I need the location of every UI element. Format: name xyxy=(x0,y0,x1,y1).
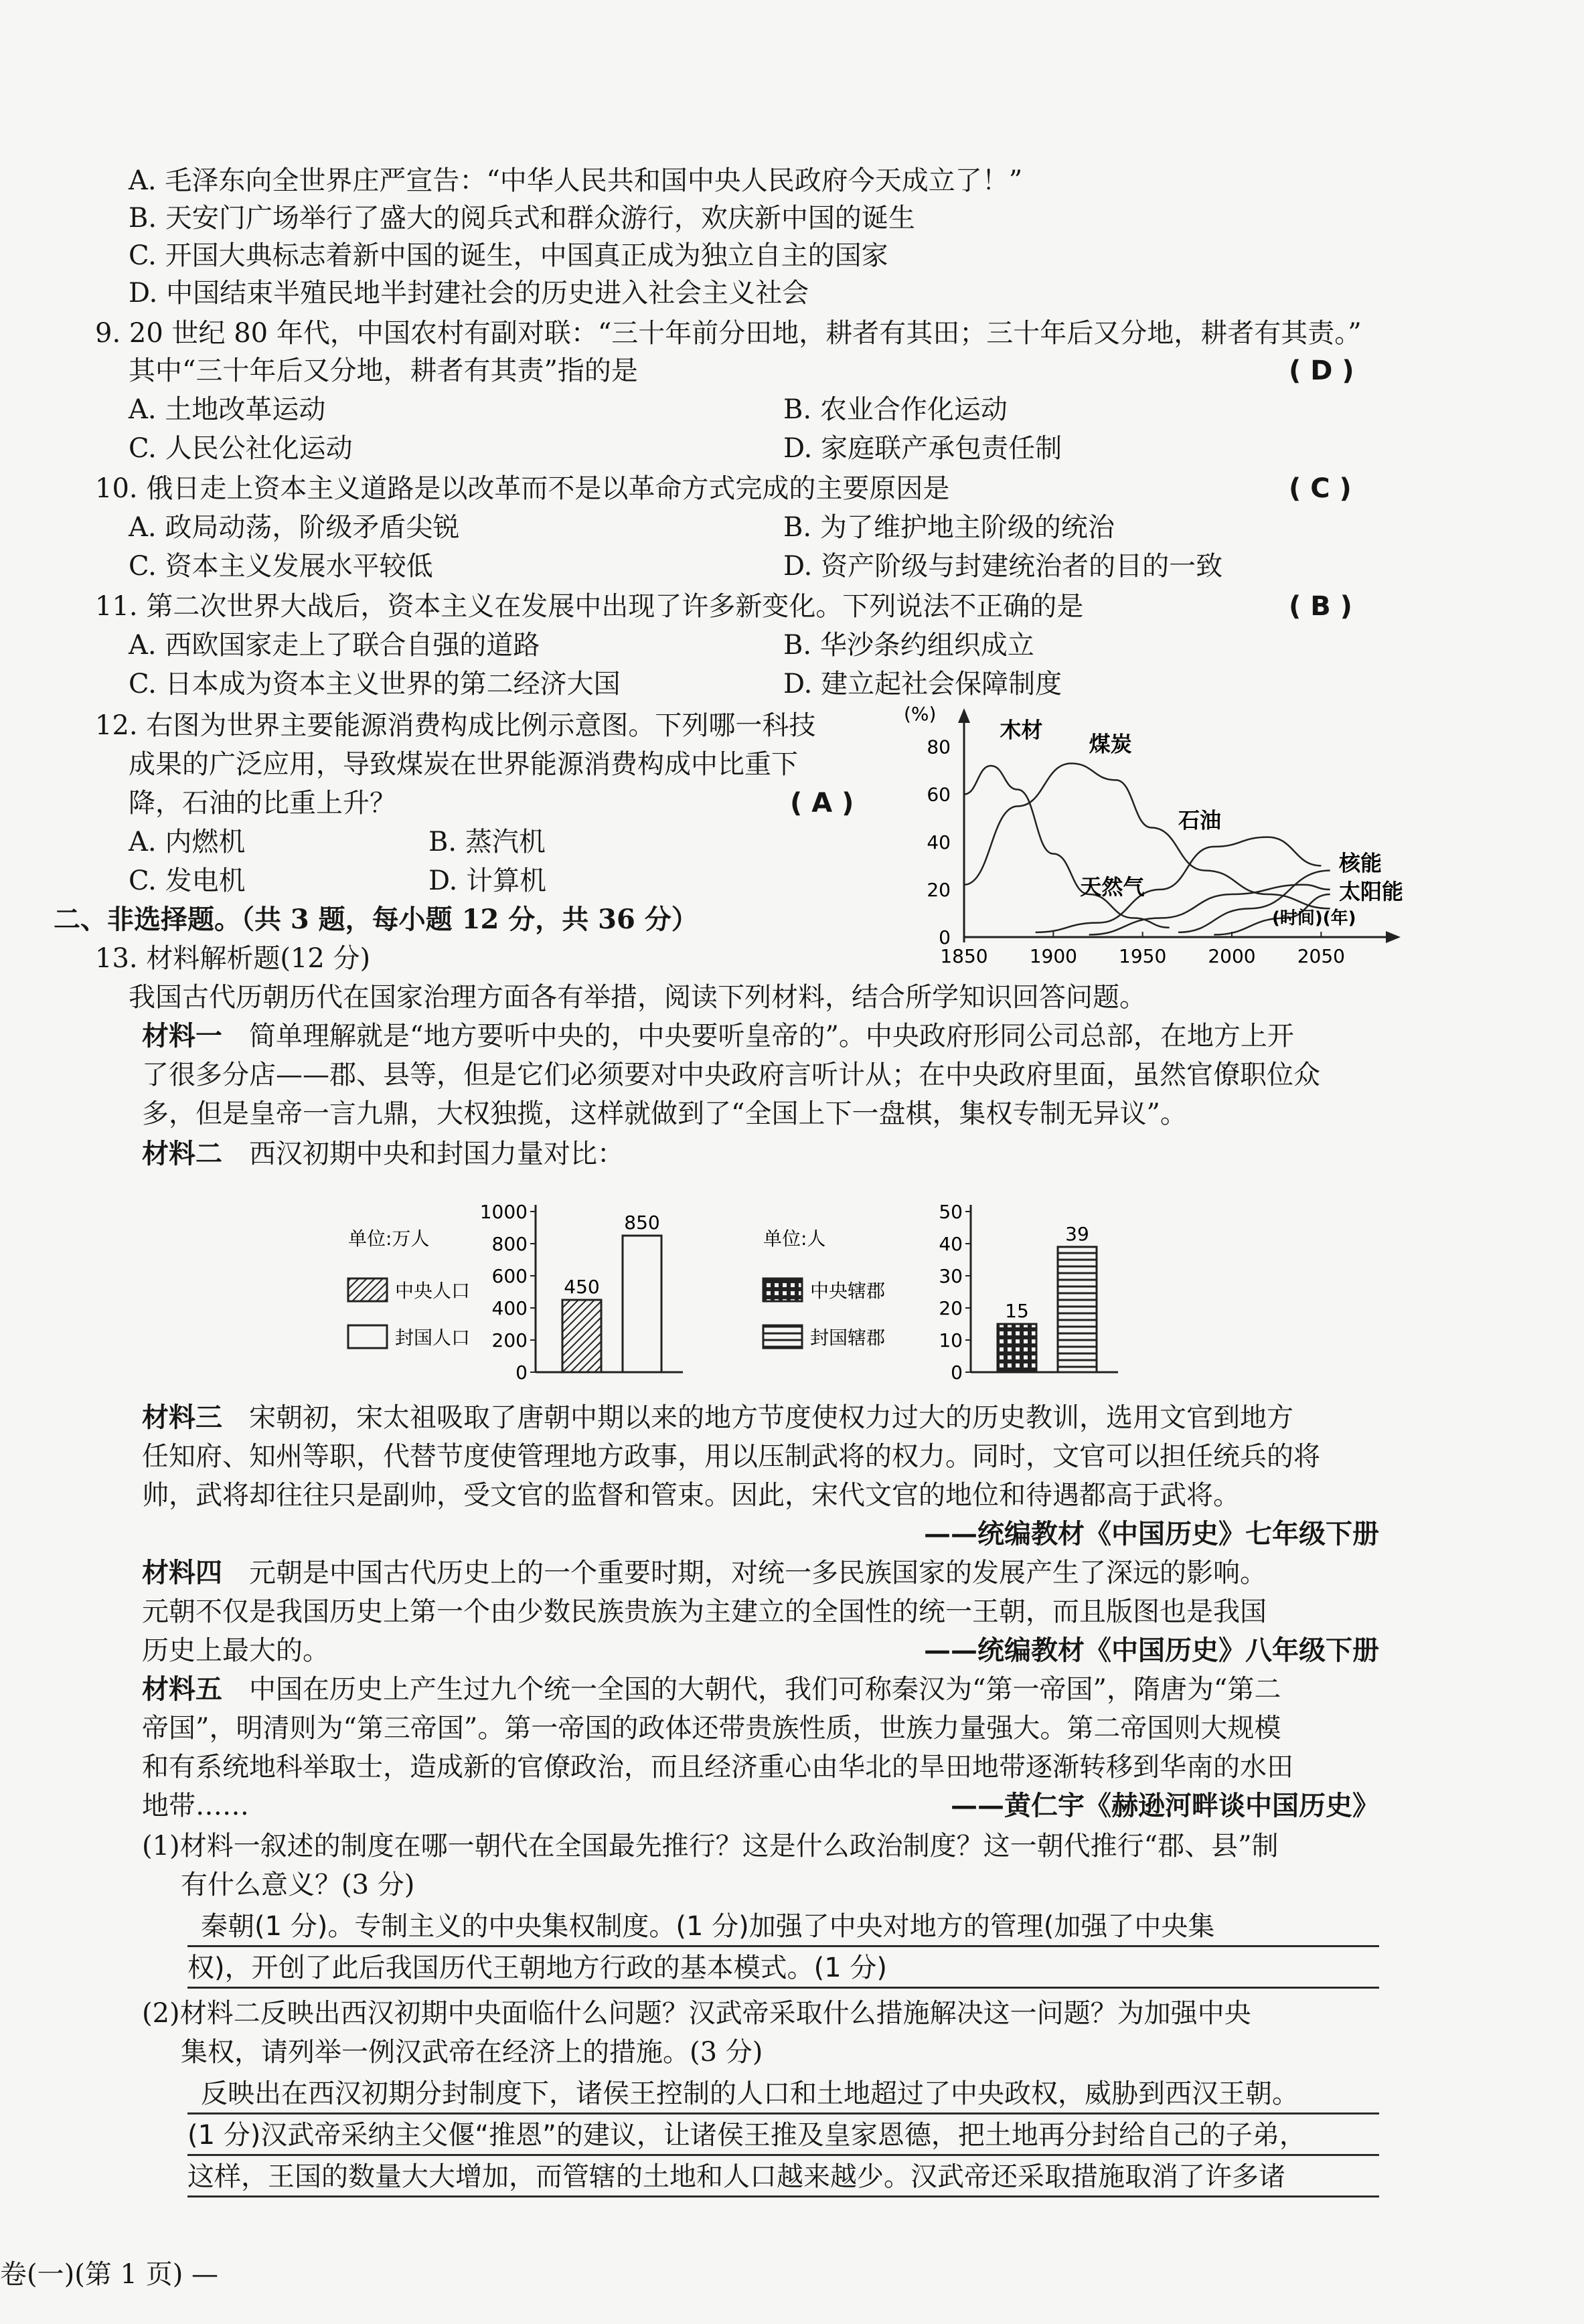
q12-option-c: C. 发电机 xyxy=(129,865,246,896)
sub-question-1-line1: (1)材料一叙述的制度在哪一朝代在全国最先推行？这是什么政治制度？这一朝代推行“郡、县”制 xyxy=(142,1831,1279,1861)
material-5-line1: 中国在历史上产生过九个统一全国的大朝代，我们可称秦汉为“第一帝国”，隋唐为“第二 xyxy=(249,1674,1281,1705)
material-5-source: ——黄仁宇《赫逊河畔谈中国历史》 xyxy=(951,1790,1379,1821)
q10-answer: ( C ) xyxy=(1289,473,1352,504)
y-tick-label: 0 xyxy=(951,1361,963,1384)
q10-option-d: D. 资产阶级与封建统治者的目的一致 xyxy=(783,551,1223,582)
q8-option-a: A. 毛泽东向全世界庄严宣告：“中华人民共和国中央人民政府今天成立了！” xyxy=(129,165,1023,196)
q13-intro: 我国古代历朝历代在国家治理方面各有举措，阅读下列材料，结合所学知识回答问题。 xyxy=(129,982,1146,1013)
material-3-text-line1 xyxy=(142,1399,1293,1436)
bar-中央辖郡 xyxy=(998,1324,1036,1372)
q11-answer: ( B ) xyxy=(1289,591,1352,622)
material-1-label: 材料一 xyxy=(142,1020,222,1052)
q11-option-d: D. 建立起社会保障制度 xyxy=(783,669,1062,699)
legend-label-中央人口: 中央人口 xyxy=(395,1280,471,1302)
material-5-text-line1 xyxy=(142,1671,1281,1708)
x-tick-label: 1850 xyxy=(940,945,988,967)
y-tick-label: 20 xyxy=(927,878,951,901)
q12-stem-line1: 12. 右图为世界主要能源消费构成比例示意图。下列哪一科技 xyxy=(95,710,816,741)
q9-answer: ( D ) xyxy=(1289,355,1354,386)
y-tick-label: 60 xyxy=(927,783,951,806)
material-5-line3: 和有系统地科举取士，造成新的官僚政治，而且经济重心由华北的旱田地带逐渐转移到华南的水田 xyxy=(142,1752,1293,1782)
q12-option-b: B. 蒸汽机 xyxy=(428,827,546,857)
q9-stem-line2: 其中“三十年后又分地，耕者有其责”指的是 xyxy=(129,355,638,386)
sub-question-2-answer-line2: (1 分)汉武帝采纳主父偃“推恩”的建议，让诸侯王推及皇家恩德，把土地再分封给自己的子弟， xyxy=(187,2120,1306,2151)
material-2-text: 西汉初期中央和封国力量对比： xyxy=(249,1139,624,1169)
legend-swatch-封国人口 xyxy=(348,1325,387,1348)
bar-封国辖郡 xyxy=(1058,1247,1097,1372)
y-tick-label: 40 xyxy=(927,831,951,853)
y-tick-label: 600 xyxy=(491,1265,528,1287)
y-tick-label: 20 xyxy=(939,1297,963,1319)
chart-unit: 单位:万人 xyxy=(348,1228,430,1250)
legend-label-封国人口: 封国人口 xyxy=(395,1327,471,1349)
answer-underline xyxy=(187,1987,1379,1989)
series-label-石油: 石油 xyxy=(1178,807,1222,833)
answer-underline xyxy=(187,2112,1379,2114)
q12-stem-line2: 成果的广泛应用，导致煤炭在世界能源消费构成中比重下 xyxy=(129,749,798,780)
bar-value-label: 39 xyxy=(1065,1222,1089,1245)
series-label-木材: 木材 xyxy=(1000,717,1043,743)
q12-option-a: A. 内燃机 xyxy=(129,827,246,857)
sub-question-1-line2: 有什么意义？(3 分) xyxy=(181,1870,415,1900)
bar-value-label: 850 xyxy=(624,1212,660,1234)
q10-option-c: C. 资本主义发展水平较低 xyxy=(129,551,433,582)
sub-question-2-answer-line3: 这样，王国的数量大大增加，而管辖的土地和人口越来越少。汉武帝还采取措施取消了许多诸 xyxy=(187,2161,1285,2192)
legend-swatch-中央人口 xyxy=(348,1278,387,1301)
material-1-line2: 了很多分店——郡、县等，但是它们必须要对中央政府言听计从；在中央政府里面，虽然官僚职位众 xyxy=(142,1060,1320,1090)
y-tick-label: 400 xyxy=(491,1297,528,1319)
q10-stem: 10. 俄日走上资本主义道路是以改革而不是以革命方式完成的主要原因是 xyxy=(95,473,950,504)
material-3-source: ——统编教材《中国历史》七年级下册 xyxy=(924,1518,1379,1550)
material-2-heading xyxy=(142,1135,624,1173)
x-axis-label: (时间)(年) xyxy=(1272,908,1356,928)
q9-option-a: A. 土地改革运动 xyxy=(129,394,326,425)
q9-option-d: D. 家庭联产承包责任制 xyxy=(783,433,1062,464)
material-4-source: ——统编教材《中国历史》八年级下册 xyxy=(924,1635,1379,1666)
y-axis-arrow xyxy=(958,708,970,723)
legend-label-中央辖郡: 中央辖郡 xyxy=(810,1280,886,1302)
energy-consumption-chart xyxy=(897,696,1433,977)
answer-underline xyxy=(187,1945,1379,1947)
section-2-heading: 二、非选择题。（共 3 题，每小题 12 分，共 36 分） xyxy=(54,904,698,935)
series-line-木材 xyxy=(964,766,1170,928)
q9-option-b: B. 农业合作化运动 xyxy=(783,394,1008,425)
sub-question-2-answer-line1: 反映出在西汉初期分封制度下，诸侯王控制的人口和土地超过了中央政权，威胁到西汉王朝。 xyxy=(201,2078,1299,2109)
sub-question-1-answer-line2: 权)，开创了此后我国历代王朝地方行政的基本模式。(1 分) xyxy=(187,1953,887,1983)
q9-option-c: C. 人民公社化运动 xyxy=(129,433,353,464)
material-1-line3: 多，但是皇帝一言九鼎，大权独揽，这样就做到了“全国上下一盘棋，集权专制无异议”。 xyxy=(142,1098,1187,1129)
q8-option-c: C. 开国大典标志着新中国的诞生，中国真正成为独立自主的国家 xyxy=(129,240,888,271)
y-axis-label: (%) xyxy=(904,703,937,725)
sub-question-2-line2: 集权，请列举一例汉武帝在经济上的措施。(3 分) xyxy=(181,2037,763,2068)
chart-unit: 单位:人 xyxy=(763,1228,826,1250)
material-3-line3: 帅，武将却往往只是副帅，受文官的监督和管束。因此，宋代文官的地位和待遇都高于武将。 xyxy=(142,1480,1240,1511)
y-tick-label: 40 xyxy=(939,1233,963,1255)
bar-value-label: 15 xyxy=(1005,1300,1029,1322)
x-tick-label: 2000 xyxy=(1208,945,1256,967)
y-tick-label: 200 xyxy=(491,1329,528,1351)
q12-answer: ( A ) xyxy=(790,788,854,819)
material-4-label: 材料四 xyxy=(142,1557,222,1588)
q11-option-b: B. 华沙条约组织成立 xyxy=(783,630,1034,661)
material-4-line3: 历史上最大的。 xyxy=(142,1635,329,1666)
y-tick-label: 800 xyxy=(491,1233,528,1255)
sub-question-2-line1: (2)材料二反映出西汉初期中央面临什么问题？汉武帝采取什么措施解决这一问题？为加强中央 xyxy=(142,1998,1251,2029)
commandery-bar-chart xyxy=(757,1185,1172,1399)
x-tick-label: 2050 xyxy=(1297,945,1345,967)
page-footer: 卷(一)(第 1 页) — xyxy=(0,2259,219,2290)
q11-stem: 11. 第二次世界大战后，资本主义在发展中出现了许多新变化。下列说法不正确的是 xyxy=(95,591,1084,622)
series-label-煤炭: 煤炭 xyxy=(1089,731,1132,757)
q12-stem-line3: 降，石油的比重上升？ xyxy=(129,788,396,819)
y-tick-label: 80 xyxy=(927,736,951,758)
y-tick-label: 10 xyxy=(939,1329,963,1351)
legend-swatch-封国辖郡 xyxy=(763,1325,802,1348)
answer-underline xyxy=(187,2195,1379,2197)
series-label-核能: 核能 xyxy=(1339,850,1382,876)
y-tick-label: 50 xyxy=(939,1201,963,1223)
bar-中央人口 xyxy=(562,1300,601,1372)
x-axis-arrow xyxy=(1386,931,1401,943)
population-bar-chart xyxy=(308,1185,736,1399)
q8-option-b: B. 天安门广场举行了盛大的阅兵式和群众游行，欢庆新中国的诞生 xyxy=(129,203,915,234)
q11-option-a: A. 西欧国家走上了联合自强的道路 xyxy=(129,630,540,661)
material-3-line1: 宋朝初，宋太祖吸取了唐朝中期以来的地方节度使权力过大的历史教训，选用文官到地方 xyxy=(249,1402,1293,1433)
y-tick-label: 30 xyxy=(939,1265,963,1287)
bar-value-label: 450 xyxy=(564,1276,600,1298)
sub-question-1-answer-line1: 秦朝(1 分)。专制主义的中央集权制度。(1 分)加强了中央对地方的管理(加强了中央集 xyxy=(201,1911,1215,1942)
q8-option-d: D. 中国结束半殖民地半封建社会的历史进入社会主义社会 xyxy=(129,278,809,309)
material-4-line2: 元朝不仅是我国历史上第一个由少数民族贵族为主建立的全国性的统一王朝，而且版图也是我国 xyxy=(142,1596,1267,1627)
material-1-text-line1 xyxy=(142,1017,1294,1055)
material-5-line4: 地带…… xyxy=(142,1791,249,1821)
material-5-label: 材料五 xyxy=(142,1673,222,1705)
material-4-text-line1 xyxy=(142,1554,1267,1592)
material-4-line1: 元朝是中国古代历史上的一个重要时期，对统一多民族国家的发展产生了深远的影响。 xyxy=(249,1558,1267,1588)
x-tick-label: 1900 xyxy=(1029,945,1077,967)
q9-stem-line1: 9. 20 世纪 80 年代，中国农村有副对联：“三十年前分田地，耕者有其田；三十年后又分地，耕者有其责。” xyxy=(95,318,1362,349)
legend-label-封国辖郡: 封国辖郡 xyxy=(810,1327,886,1349)
series-label-天然气: 天然气 xyxy=(1080,874,1145,900)
legend-swatch-中央辖郡 xyxy=(763,1278,802,1301)
answer-underline xyxy=(187,2154,1379,2156)
material-3-line2: 任知府、知州等职，代替节度使管理地方政事，用以压制武将的权力。同时，文官可以担任统兵的将 xyxy=(142,1441,1320,1472)
material-5-line2: 帝国”，明清则为“第三帝国”。第一帝国的政体还带贵族性质，世族力量强大。第二帝国则大规模 xyxy=(142,1713,1281,1744)
bar-封国人口 xyxy=(623,1236,661,1372)
material-3-label: 材料三 xyxy=(142,1402,222,1433)
x-tick-label: 1950 xyxy=(1119,945,1167,967)
q10-option-a: A. 政局动荡，阶级矛盾尖锐 xyxy=(129,512,460,543)
q10-option-b: B. 为了维护地主阶级的统治 xyxy=(783,512,1115,543)
y-tick-label: 0 xyxy=(939,926,951,948)
material-2-label: 材料二 xyxy=(142,1138,222,1169)
material-1-line1: 简单理解就是“地方要听中央的，中央要听皇帝的”。中央政府形同公司总部，在地方上开 xyxy=(249,1021,1294,1052)
series-label-太阳能: 太阳能 xyxy=(1339,879,1404,905)
q13-title: 13. 材料解析题(12 分) xyxy=(95,943,371,974)
y-tick-label: 1000 xyxy=(479,1201,528,1223)
q11-option-c: C. 日本成为资本主义世界的第二经济大国 xyxy=(129,669,621,699)
q12-option-d: D. 计算机 xyxy=(428,865,547,896)
y-tick-label: 0 xyxy=(516,1361,528,1384)
